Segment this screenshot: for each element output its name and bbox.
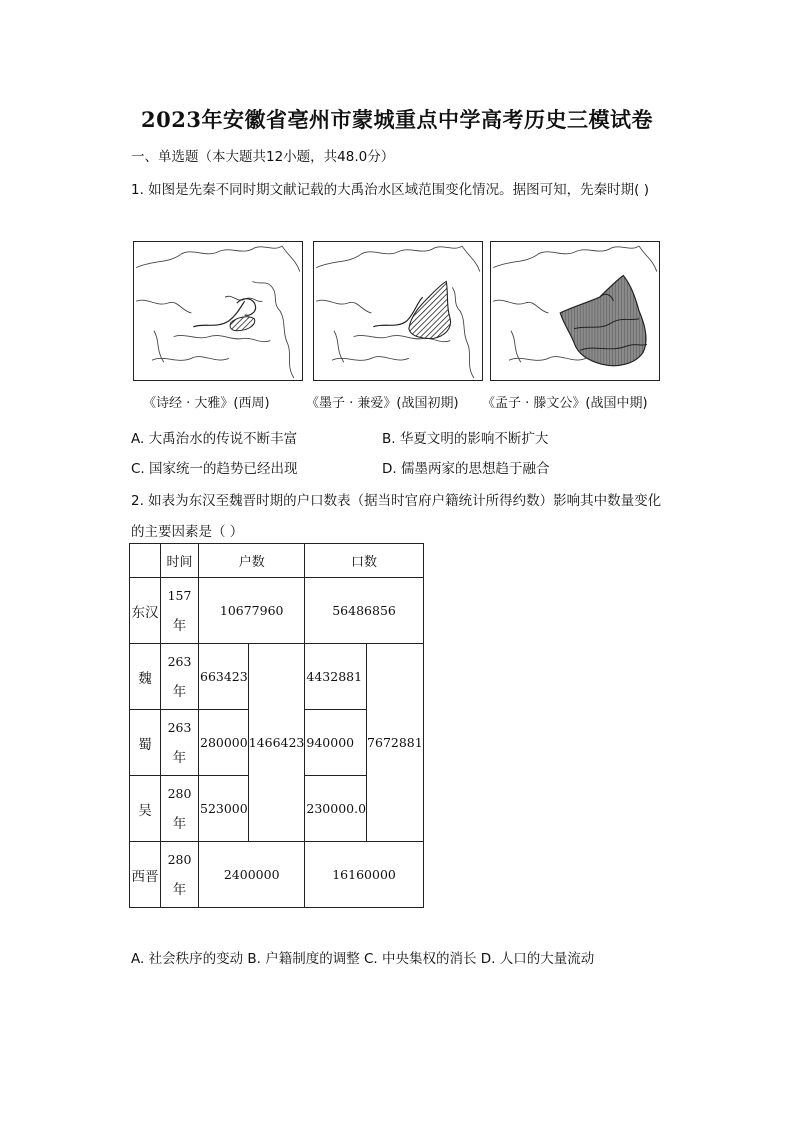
households-three-kingdoms-total: 1466423: [248, 644, 305, 842]
year-unit: 年: [172, 881, 187, 898]
dynasty-donghan: 东汉: [130, 578, 161, 644]
population-wu: 230000.0: [305, 776, 367, 842]
year-value: 280: [167, 851, 192, 867]
question-1-text: 1. 如图是先秦不同时期文献记载的大禹治水区域范围变化情况。据图可知，先秦时期( ): [131, 182, 649, 198]
dynasty-wei: 魏: [130, 644, 161, 710]
table-header-time: 时间: [161, 544, 199, 578]
q1-option-b[interactable]: B. 华夏文明的影响不断扩大: [382, 431, 549, 447]
map-caption-1: 《诗经 · 大雅》(西周): [143, 396, 270, 411]
households-wei: 663423: [199, 644, 249, 710]
map-shijing: [133, 241, 303, 381]
year-xijin: [161, 842, 199, 908]
map-mozi: [313, 241, 483, 381]
section-heading: 一、单选题（本大题共12小题，共48.0分）: [131, 149, 395, 165]
households-donghan: 10677960: [199, 578, 305, 644]
households-shu: 280000: [199, 710, 249, 776]
question-2-text-line1: 2. 如表为东汉至魏晋时期的户口数表（据当时官府户籍统计所得约数）影响其中数量变化: [131, 493, 662, 509]
population-wei: 4432881: [305, 644, 367, 710]
population-donghan: 56486856: [305, 578, 423, 644]
table-row: [130, 578, 424, 644]
year-value: 263: [167, 653, 192, 669]
q2-options[interactable]: A. 社会秩序的变动 B. 户籍制度的调整 C. 中央集权的消长 D. 人口的大量流动: [131, 951, 595, 967]
q1-option-c[interactable]: C. 国家统一的趋势已经出现: [131, 461, 298, 477]
table-row: [130, 842, 424, 908]
table-row: [130, 644, 424, 710]
year-shu: [161, 710, 199, 776]
year-unit: 年: [172, 683, 187, 700]
dynasty-shu: 蜀: [130, 710, 161, 776]
q1-option-a[interactable]: A. 大禹治水的传说不断丰富: [131, 431, 298, 447]
year-unit: 年: [172, 749, 187, 766]
q1-option-d[interactable]: D. 儒墨两家的思想趋于融合: [382, 461, 550, 477]
dynasty-xijin: 西晋: [130, 842, 161, 908]
question-2-text-line2: 的主要因素是（ ）: [131, 524, 244, 540]
population-three-kingdoms-total: 7672881: [367, 644, 424, 842]
map-mengzi: [490, 241, 660, 381]
table-header-blank: [130, 544, 161, 578]
year-wu: [161, 776, 199, 842]
households-xijin: 2400000: [199, 842, 305, 908]
population-shu: 940000: [305, 710, 367, 776]
map-caption-3: 《孟子 · 滕文公》(战国中期): [482, 396, 648, 411]
year-wei: [161, 644, 199, 710]
year-value: 157: [167, 587, 192, 603]
households-wu: 523000: [199, 776, 249, 842]
year-unit: 年: [172, 617, 187, 634]
year-donghan: [161, 578, 199, 644]
page-title: 2023年安徽省亳州市蒙城重点中学高考历史三模试卷: [141, 107, 653, 132]
table-header-population: 口数: [305, 544, 423, 578]
table-header-households: 户数: [199, 544, 305, 578]
year-unit: 年: [172, 815, 187, 832]
table-header-row: [130, 544, 424, 578]
population-xijin: 16160000: [305, 842, 423, 908]
dynasty-wu: 吴: [130, 776, 161, 842]
census-table: [129, 543, 424, 908]
map-caption-2: 《墨子 · 兼爱》(战国初期): [306, 396, 459, 411]
year-value: 280: [167, 785, 192, 801]
year-value: 263: [167, 719, 192, 735]
